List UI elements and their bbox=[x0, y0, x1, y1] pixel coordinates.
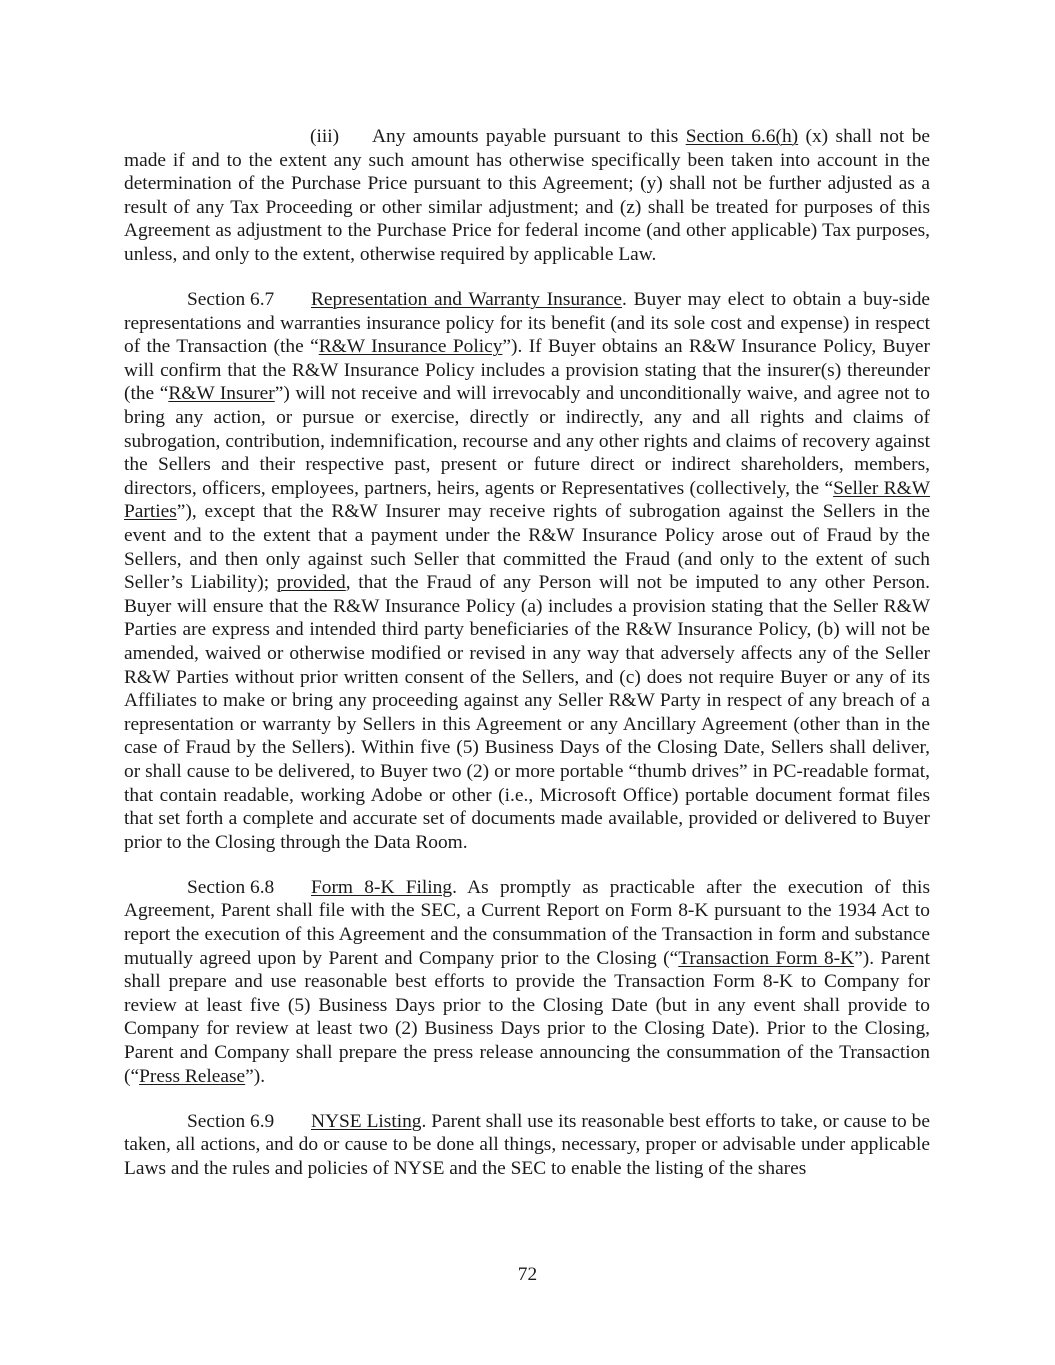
defined-term: Press Release bbox=[139, 1065, 246, 1087]
defined-term: R&W Insurance Policy bbox=[318, 336, 503, 358]
defined-term: provided bbox=[276, 572, 346, 594]
clause-number: (iii) bbox=[310, 126, 340, 147]
section-number: Section 6.9 bbox=[187, 1110, 275, 1132]
section-heading: Representation and Warranty Insurance bbox=[311, 289, 623, 311]
section-number: Section 6.8 bbox=[187, 876, 275, 898]
section-number: Section 6.7 bbox=[187, 289, 275, 311]
section-heading: NYSE Listing bbox=[311, 1110, 422, 1132]
document-page bbox=[124, 125, 930, 1180]
section-6-8: Section 6.8 Form 8-K Filing. As promptly as practicable after the execution of this Agreement, Parent shall file with the SEC, a Current Report on Form 8-K pursuant to the 1934 Act to report the execution of this Agreement and the consummation of the Transaction in form and substance mutually agreed upon by Parent and Company prior to the Closing (“Transaction Form 8-K”). Parent shall prepare and use reasonable best efforts to provide the Transaction Form 8-K to Company for review at least five (5) Business Days prior to the Closing Date (but in any event shall provide to Company for review at least two (2) Business Days prior to the Closing Date). Prior to the Closing, Parent and Company shall prepare the press release announcing the consummation of the Transaction (“Press Release”). bbox=[124, 876, 930, 1087]
paragraph-iii: (iii) Any amounts payable pursuant to this Section 6.6(h) (x) shall not be made if and to the extent any such amount has otherwise specifically been taken into account in the determination of the Purchase Price pursuant to this Agreement; (y) shall not be further adjusted as a result of any Tax Proceeding or other similar adjustment; and (z) shall be treated for purposes of this Agreement as adjustment to the Purchase Price for federal income (and other applicable) Tax purposes, unless, and only to the extent, otherwise required by applicable Law. bbox=[124, 126, 931, 265]
section-6-9: Section 6.9 NYSE Listing. Parent shall use its reasonable best efforts to take, or cause to be taken, all actions, and do or cause to be done all things, necessary, proper or advisable under applicable Laws and the rules and policies of NYSE and the SEC to enable the listing of the shares bbox=[124, 1110, 930, 1179]
page-number: 72 bbox=[517, 1264, 538, 1285]
section-reference: Section 6.6(h) bbox=[685, 126, 799, 147]
defined-term: Seller R&W Parties bbox=[124, 477, 930, 523]
section-6-7: Section 6.7 Representation and Warranty Insurance. Buyer may elect to obtain a buy-side representations and warranties insurance policy for its benefit (and its sole cost and expense) in respect of the Transaction (the “R&W Insurance Policy”). If Buyer obtains an R&W Insurance Policy, Buyer will confirm that the R&W Insurance Policy includes a provision stating that the insurer(s) thereunder (the “R&W Insurer”) will not receive and will irrevocably and unconditionally waive, and agree not to bring any action, or pursue or exercise, directly or indirectly, any and all rights and claims of subrogation, contribution, indemnification, recourse and any other rights and claims of recovery against the Sellers and their respective past, present or future direct or indirect shareholders, members, directors, officers, employees, partners, heirs, agents or Representatives (collectively, the “Seller R&W Parties”), except that the R&W Insurer may receive rights of subrogation against the Sellers in the event and to the extent that a payment under the R&W Insurance Policy arose out of Fraud by the Sellers, and then only against such Seller that committed the Fraud (and only to the extent of such Seller’s Liability); provided, that the Fraud of any Person will not be imputed to any other Person. Buyer will ensure that the R&W Insurance Policy (a) includes a provision stating that the Seller R&W Parties are express and intended third party beneficiaries of the R&W Insurance Policy, (b) will not be amended, waived or otherwise modified or revised in any way that adversely affects any of the Seller R&W Parties without prior written consent of the Sellers, and (c) does not require Buyer or any of its Affiliates to make or bring any proceeding against any Seller R&W Party in respect of any breach of a representation or warranty by Sellers in this Agreement or any Ancillary Agreement (other than in the case of Fraud by the Sellers). Within five (5) Business Days of the Closing Date, Sellers shall deliver, or shall cause to be delivered, to Buyer two (2) or more portable “thumb drives” in PC-readable format, that contain readable, working Adobe or other (i.e., Microsoft Office) portable document format files that set forth a complete and accurate set of documents made available, provided or delivered to Buyer prior to the Closing through the Data Room. bbox=[124, 289, 931, 853]
defined-term: Transaction Form 8-K bbox=[678, 947, 855, 969]
defined-term: R&W Insurer bbox=[168, 383, 275, 405]
section-heading: Form 8-K Filing bbox=[311, 876, 453, 898]
